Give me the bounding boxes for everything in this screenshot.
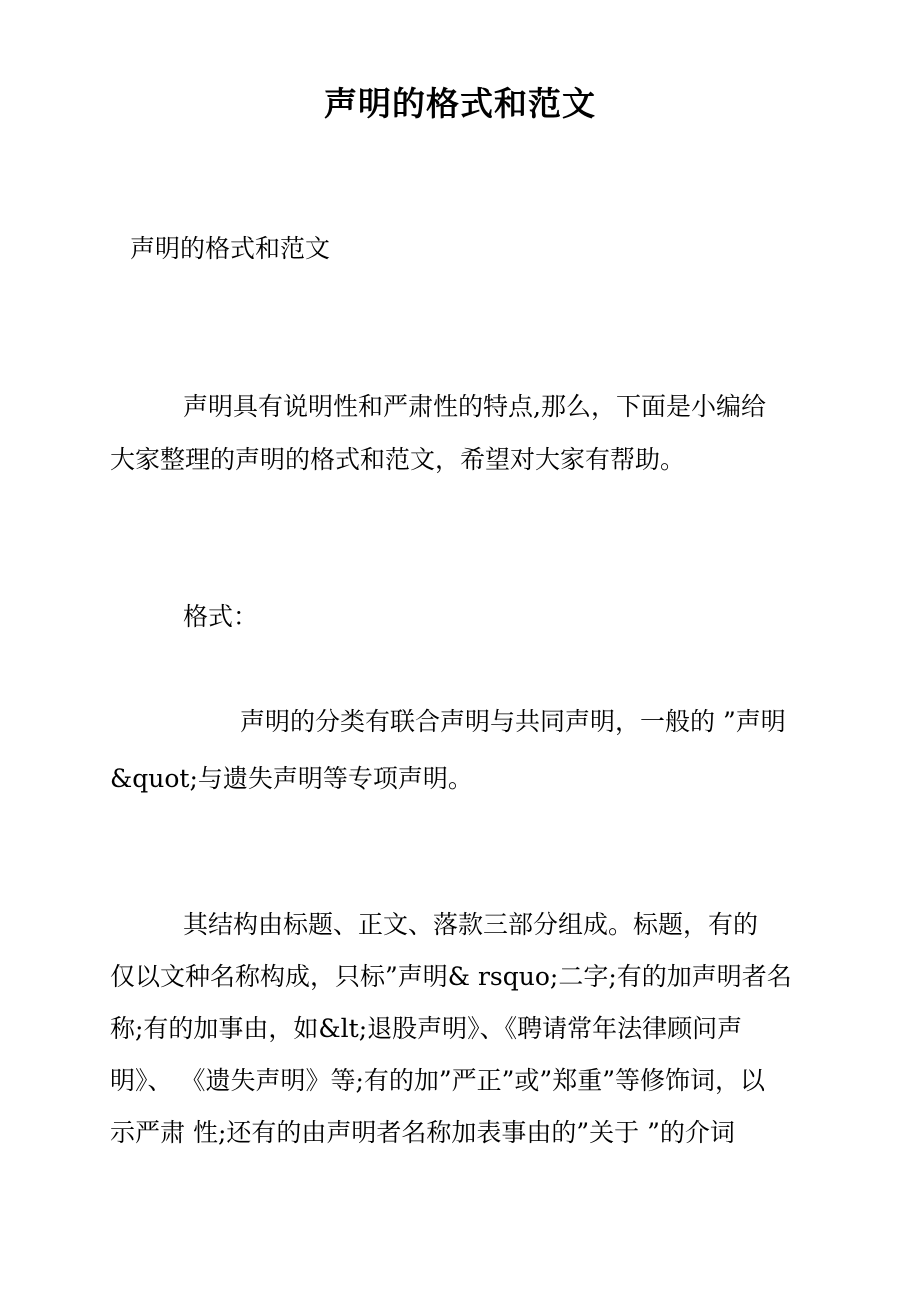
classification-paragraph-line-2: &quot;与遗失声明等专项声明。 (110, 764, 473, 793)
format-heading: 格式： (183, 602, 259, 631)
structure-paragraph-line-3: 称;有的加事由，如&lt;退股声明》、《聘请常年法律顾问声 (110, 1014, 743, 1043)
structure-paragraph-line-5: 示严肃 性;还有的由声明者名称加表事由的”关于 ”的介词 (110, 1118, 735, 1147)
structure-paragraph-line-1: 其结构由标题、正文、落款三部分组成。标题，有的 (183, 910, 759, 939)
document-title: 声明的格式和范文 (324, 84, 596, 123)
structure-paragraph-line-2: 仅以文种名称构成，只标”声明& rsquo;二字;有的加声明者名 (110, 962, 792, 991)
structure-paragraph-line-4: 明》、 《遗失声明》等;有的加”严正”或”郑重”等修饰词，以 (110, 1066, 765, 1095)
classification-paragraph-line-1: 声明的分类有联合声明与共同声明，一般的 ”声明 (240, 707, 786, 736)
document-subtitle: 声明的格式和范文 (130, 234, 331, 263)
intro-paragraph-line-2: 大家整理的声明的格式和范文，希望对大家有帮助。 (110, 445, 686, 474)
intro-paragraph-line-1: 声明具有说明性和严肃性的特点,那么，下面是小编给 (183, 392, 766, 421)
